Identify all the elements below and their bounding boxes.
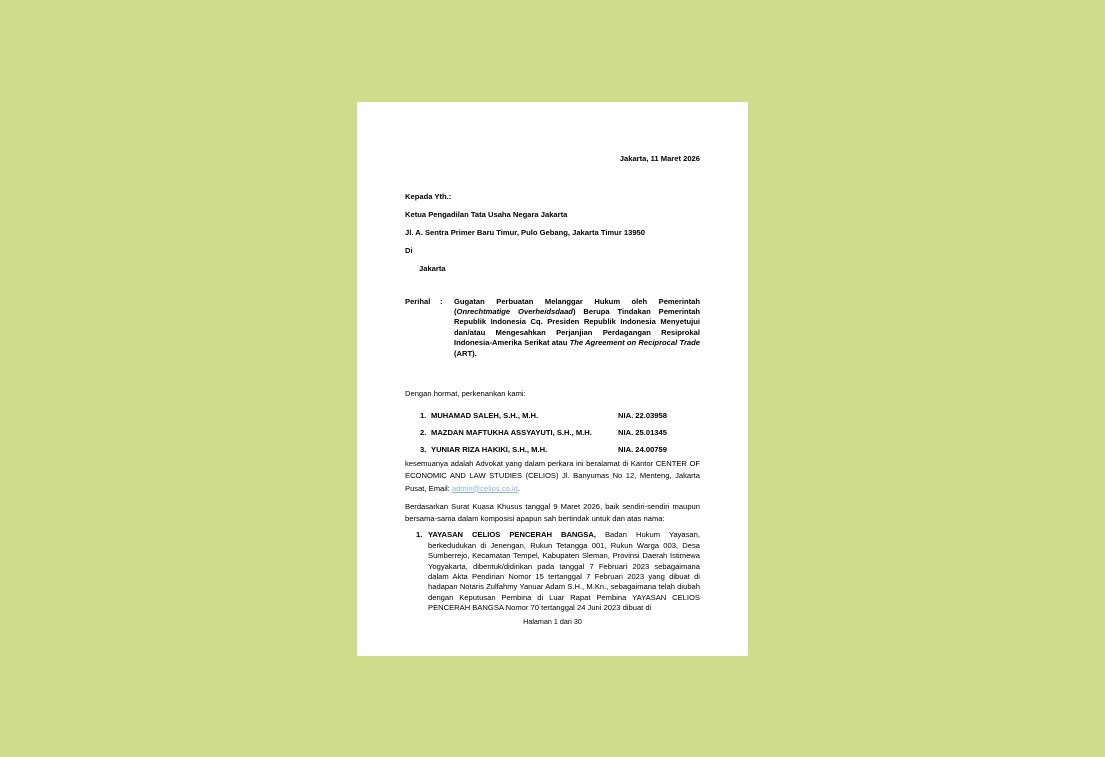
- advocate-row: [405, 411, 700, 421]
- advocate-row: [405, 445, 700, 455]
- recipient-addressee: Ketua Pengadilan Tata Usaha Negara Jakarta: [405, 209, 568, 219]
- principal-item: [405, 530, 700, 613]
- advocate-number: 3.: [420, 444, 427, 454]
- advocate-number: 2.: [420, 427, 427, 437]
- recipient-block: [405, 188, 700, 278]
- subject-colon: :: [440, 296, 443, 306]
- page-number-footer: Halaman 1 dari 30: [523, 616, 582, 626]
- subject-label: Perihal: [405, 296, 431, 306]
- subject-segment-italic-2: The Agreement on Reciprocal Trade: [569, 338, 700, 348]
- principal-description: Badan Hukum Yayasan, berkedudukan di Jenengan, Rukun Tetangga 001, Rukun Warga 003, Desa Sumberrejo, Kecamatan Tempel, Kabupaten Sleman, Provinsi Daerah Istimewa Yogyakarta, dibentuk/didirikan pada tanggal 7 Februari 2023 sebagaimana dalam Akta Pendirian Nomor 15 tertanggal 7 Februari 2023 yang dibuat di hadapan Notaris Zulfahmy Yanuar Adam S.H., M.Kn., sebagaimana telah diubah dengan Keputusan Pembina di Luar Rapat Pembina YAYASAN CELIOS PENCERAH BANGSA Nomor 70 tertanggal 24 Juni 2023 dibuat di: [428, 530, 700, 613]
- recipient-salutation: Kepada Yth.:: [405, 191, 452, 201]
- document-page: [357, 102, 748, 656]
- email-link[interactable]: admin@celios.co.id: [451, 483, 518, 493]
- principal-text: [428, 530, 700, 613]
- recipient-city: Jakarta: [419, 263, 446, 273]
- letter-date: Jakarta, 11 Maret 2026: [619, 153, 700, 163]
- office-paragraph-text: kesemuanya adalah Advokat yang dalam perkara ini beralamat di Kantor CENTER OF ECONOMIC AND LAW STUDIES (CELIOS) Jl. Banyumas No 12, Menteng, Jakarta Pusat, Email:: [405, 458, 700, 493]
- authority-paragraph: Berdasarkan Surat Kuasa Khusus tanggal 9 Maret 2026, baik sendiri-sendiri maupun bersama-sama dalam komposisi apapun sah bertindak untuk dan atas nama:: [405, 501, 700, 524]
- principal-name: YAYASAN CELIOS PENCERAH BANGSA,: [428, 530, 596, 540]
- advocate-number: 1.: [420, 410, 427, 420]
- office-paragraph: [405, 458, 700, 495]
- advocates-list: [405, 411, 700, 455]
- office-paragraph-period: .: [517, 483, 520, 493]
- advocate-name: YUNIAR RIZA HAKIKI, S.H., M.H.: [431, 444, 548, 454]
- advocate-nia: NIA. 22.03958: [618, 410, 667, 420]
- opening-line: Dengan hormat, perkenankan kami:: [405, 388, 526, 398]
- subject-segment-1: Gugatan Perbuatan Melanggar Hukum oleh Pemerintah (: [454, 296, 700, 316]
- advocate-row: [405, 428, 700, 438]
- subject-segment-italic-1: Onrechtmatige Overheidsdaad: [456, 306, 573, 316]
- principal-number: 1.: [416, 530, 423, 540]
- advocate-name: MUHAMAD SALEH, S.H., M.H.: [431, 410, 539, 420]
- advocate-nia: NIA. 25.01345: [618, 427, 667, 437]
- subject-text: [454, 297, 700, 359]
- subject-segment-3: (ART).: [454, 348, 477, 358]
- advocate-nia: NIA. 24.00759: [618, 444, 667, 454]
- subject-segment-2: ) Berupa Tindakan Pemerintah Republik Indonesia Cq. Presiden Republik Indonesia Menyetujui dan/atau Mengesahkan Perjanjian Perdagangan Resiprokal Indonesia-Amerika Serikat atau: [454, 306, 700, 348]
- subject-row: [405, 297, 700, 359]
- advocate-name: MAZDAN MAFTUKHA ASSYAYUTI, S.H., M.H.: [431, 427, 592, 437]
- recipient-di: Di: [405, 245, 413, 255]
- recipient-address: Jl. A. Sentra Primer Baru Timur, Pulo Gebang, Jakarta Timur 13950: [405, 227, 645, 237]
